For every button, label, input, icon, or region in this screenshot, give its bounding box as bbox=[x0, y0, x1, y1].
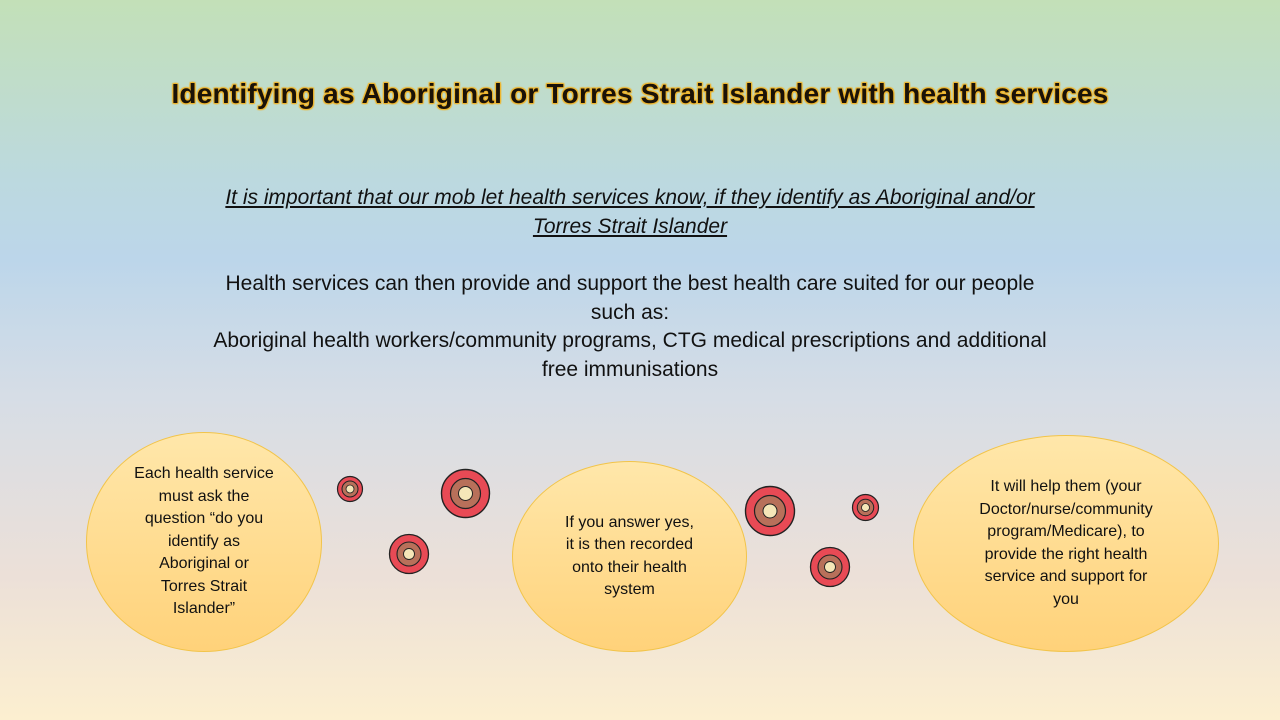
dot-circle-icon bbox=[336, 475, 364, 503]
dot-circle-icon bbox=[744, 485, 796, 537]
bubble-text: Each health service must ask the question “do you identify as Aboriginal or Torres Strait Islander” bbox=[134, 465, 274, 618]
body-line: Aboriginal health workers/community programs, CTG medical prescriptions and additional bbox=[213, 329, 1047, 352]
body-text bbox=[170, 270, 1090, 384]
intro-text: It is important that our mob let health services know, if they identify as Aboriginal and/or Torres Strait Islander bbox=[225, 186, 1035, 238]
dot-circle-icon bbox=[851, 493, 880, 522]
body-line: Health services can then provide and support the best health care suited for our people bbox=[225, 272, 1035, 295]
dot-circle-icon bbox=[809, 546, 851, 588]
bubble-ask-question bbox=[86, 432, 322, 652]
dot-circle-icon bbox=[388, 533, 430, 575]
slide-title: Identifying as Aboriginal or Torres Strait Islander with health services bbox=[171, 78, 1109, 109]
dot-circle-icon bbox=[440, 468, 491, 519]
bubble-text: It will help them (your Doctor/nurse/community program/Medicare), to provide the right health service and support for you bbox=[979, 478, 1153, 608]
body-line: such as: bbox=[590, 300, 670, 324]
body-line: free immunisations bbox=[541, 357, 719, 381]
bubble-help-them bbox=[913, 435, 1219, 652]
bubble-text: If you answer yes, it is then recorded onto their health system bbox=[565, 513, 694, 598]
bubble-recorded bbox=[512, 461, 747, 652]
